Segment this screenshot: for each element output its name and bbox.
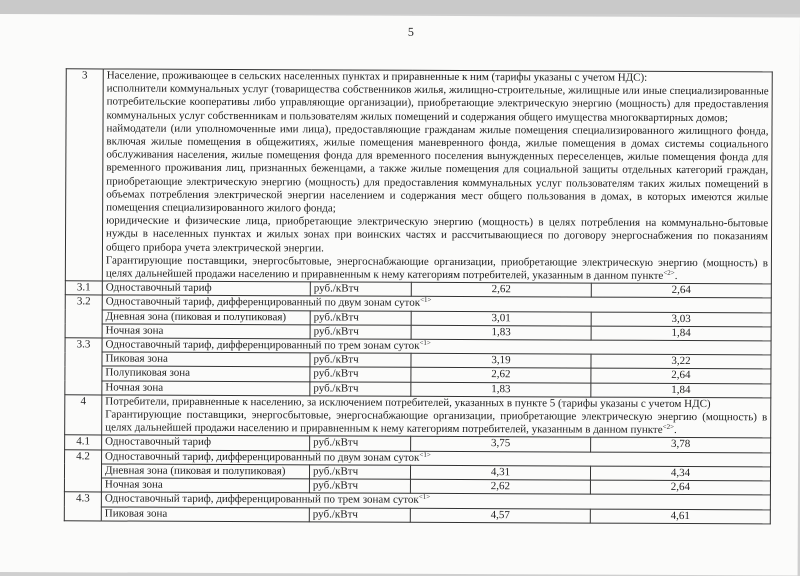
value-cell-2: 1,84 (591, 383, 771, 398)
value-cell-1: 3,19 (411, 354, 591, 369)
tariff-label: Ночная зона (102, 381, 310, 396)
section-header-text: Одноставочный тариф, дифференцированный по трем зонам суток (104, 492, 419, 507)
unit-cell: руб./кВтч (310, 353, 411, 368)
value-cell-1: 3,01 (411, 311, 591, 326)
footnote-ref: <2> (663, 268, 675, 277)
row-3-paragraph-4: Гарантирующие поставщики, энергосбытовые, энергоснабжающие организации, приобретающие электрическую энергию (мощность) в целях дальнейшей продажи населению и приравненным к нему категориям потребителей, указанным в данном пункте$^{<2>}$. (105, 254, 768, 283)
row-3-paragraph-1: исполнители коммунальных услуг (товарищества собственников жилья, жилищно-строительные, жилищные или иные специализированные потребительские кооперативы либо управляющие организации), приобретающие электрическую энергию (мощность) для предоставления коммунальных услуг собственникам и пользователям жилых помещений и содержания общего имущества многоквартирных домов; (106, 82, 769, 124)
tariff-label: Дневная зона (пиковая и полупиковая) (101, 464, 309, 479)
tariff-label: Дневная зона (пиковая и полупиковая) (102, 310, 310, 325)
tariff-table (64, 68, 773, 524)
row-number: 4.1 (65, 435, 102, 449)
unit-cell: руб./кВтч (310, 325, 411, 340)
tariff-label: Пиковая зона (102, 352, 310, 367)
value-cell-1: 1,83 (411, 382, 591, 397)
value-cell-2: 4,61 (590, 509, 770, 524)
page-number: 5 (407, 24, 414, 39)
row-3-heading: Население, проживающее в сельских населенных пунктах и приравненные к ним (тарифы указаны с учетом НДС): (106, 69, 648, 84)
scan-background (0, 0, 800, 14)
footnote-ref: <1> (420, 296, 432, 305)
value-cell-1: 2,62 (411, 283, 591, 298)
table-row (64, 506, 770, 523)
unit-cell: руб./кВтч (310, 311, 411, 326)
footnote-ref: <1> (418, 493, 431, 502)
footnote-ref: <2> (662, 423, 675, 432)
section-header-text: Одноставочный тариф, дифференцированный по двум зонам суток (105, 450, 420, 464)
value-cell-2: 1,84 (591, 326, 771, 341)
unit-cell: руб./кВтч (309, 465, 410, 480)
footnote-ref: <1> (419, 450, 431, 459)
unit-cell: руб./кВтч (309, 479, 410, 494)
unit-cell: руб./кВтч (309, 507, 410, 522)
row-number: 3.3 (65, 338, 102, 395)
row-number: 3.1 (65, 281, 102, 295)
section-header-text: Одноставочный тариф, дифференцированный по двум зонам суток (105, 295, 421, 310)
value-cell-1: 2,62 (410, 479, 590, 494)
row-number: 3 (65, 69, 103, 281)
row-4-paragraph-2-text: Гарантирующие поставщики, энергосбытовые, энергоснабжающие организации, приобретающие электрическую энергию (мощность) в целях дальнейшей продажи населению и приравненным к нему категориям потребителей, указанным в данном пункте (105, 408, 768, 437)
unit-cell: руб./кВтч (310, 382, 411, 397)
value-cell-2: 3,22 (591, 354, 771, 369)
row-number: 4.2 (64, 449, 101, 492)
row-3-paragraph-3: юридические и физические лица, приобретающие электрическую энергию (мощность) в целях потребления на коммунально-бытовые нужды в населенных пунктах и жилых зонах при воинских частях и рассчитывающиеся по договору энергоснабжения по показаниям общего прибора учета электрической энергии. (105, 214, 769, 255)
section-header-text: Одноставочный тариф, дифференцированный по трем зонам суток (105, 338, 420, 352)
unit-cell: руб./кВтч (310, 436, 411, 451)
document-page (0, 14, 800, 575)
row-4-paragraph-2: Гарантирующие поставщики, энергосбытовые, энергоснабжающие организации, приобретающие электрическую энергию (мощность) в целях дальнейшей продажи населению и приравненным к нему категориям потребителей, указанным в данном пункте$^{<2>}$. (105, 408, 768, 437)
row-3-paragraph-2: наймодатели (или уполномоченные ими лица), предоставляющие гражданам жилые помещения специализированного жилищного фонда, включая жилые помещения в общежитиях, жилые помещения маневренного фонда, жилые помещения в домах системы социального обслуживания населения, жилые помещения фонда для временного поселения вынужденных переселенцев, жилые помещения фонда для временного проживания лиц, признанных беженцами, а также жилые помещения для социальной защиты отдельных категорий граждан, приобретающие электрическую энергию (мощность) для предоставления коммунальных услуг пользователям таких жилых помещений в объемах потребления электрической энергии населением и содержания мест общего пользования в домах, в которых имеются жилые помещения специализированного жилого фонда; (106, 122, 769, 215)
row-4-paragraph-1: Потребители, приравненные к населению, за исключением потребителей, указанных в пункте 5 (тарифы указаны с учетом НДС) (105, 395, 711, 410)
tariff-label: Полупиковая зона (102, 366, 310, 381)
tariff-label: Ночная зона (101, 478, 309, 493)
table-row-4 (65, 395, 771, 439)
value-cell-1: 3,75 (411, 437, 591, 452)
tariff-label: Одноставочный тариф (102, 281, 310, 296)
value-cell-2: 3,78 (591, 438, 771, 453)
tariff-label: Одноставочный тариф (102, 435, 310, 450)
tariff-label: Пиковая зона (101, 506, 309, 521)
row-number: 4.3 (64, 492, 101, 521)
row-3-description (102, 69, 772, 284)
unit-cell: руб./кВтч (310, 367, 411, 382)
table-row-3 (65, 69, 772, 284)
value-cell-1: 2,62 (411, 368, 591, 383)
value-cell-1: 4,31 (410, 465, 590, 480)
row-number: 4 (65, 395, 102, 436)
value-cell-2: 2,64 (590, 480, 770, 495)
value-cell-2: 4,34 (590, 466, 770, 481)
tariff-label: Ночная зона (102, 324, 310, 339)
row-3-paragraph-4-text: Гарантирующие поставщики, энергосбытовые, энергоснабжающие организации, приобретающие электрическую энергию (мощность) в целях дальнейшей продажи населению и приравненным к нему категориям потребителей, указанным в данном пункте (105, 254, 768, 282)
value-cell-2: 2,64 (591, 369, 771, 384)
row-4-description (102, 395, 771, 439)
unit-cell: руб./кВтч (310, 282, 411, 297)
footnote-ref: <1> (419, 338, 431, 347)
value-cell-2: 2,64 (591, 283, 771, 298)
row-number: 3.2 (65, 295, 102, 338)
value-cell-1: 1,83 (411, 325, 591, 340)
value-cell-1: 4,57 (410, 508, 590, 523)
value-cell-2: 3,03 (591, 312, 771, 327)
